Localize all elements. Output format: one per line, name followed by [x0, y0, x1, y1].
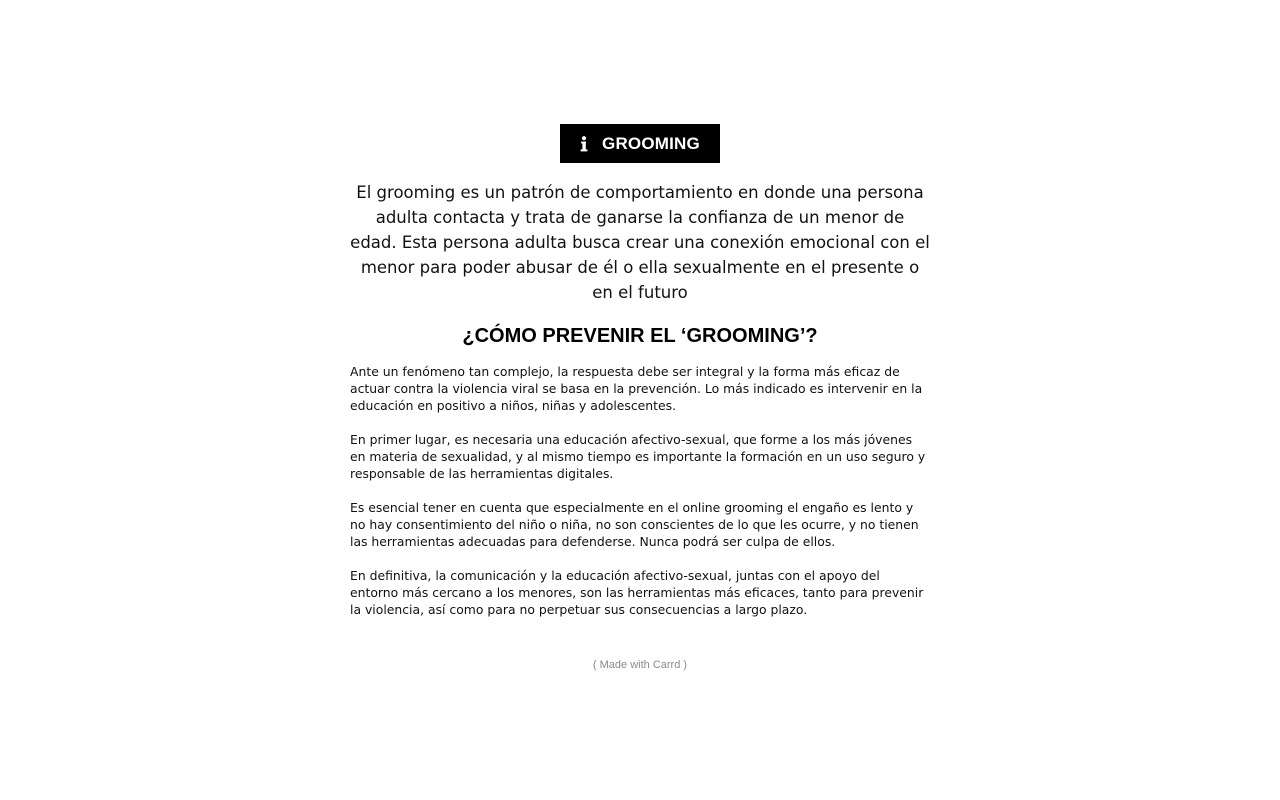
- body-paragraph: Ante un fenómeno tan complejo, la respuesta debe ser integral y la forma más eficaz de actuar contra la violencia viral se basa en la prevención. Lo más indicado es intervenir en la educación en positivo a niños, niñas y adolescentes.: [350, 364, 923, 413]
- made-with-carrd-link[interactable]: ( Made with Carrd ): [592, 659, 688, 671]
- content-column: [350, 124, 930, 671]
- body-paragraph: Es esencial tener en cuenta que especialmente en el online grooming el engaño es lento y no hay consentimiento del niño o niña, no son conscientes de lo que les ocurre, y no tienen las herramientas adecuadas para defenderse. Nunca podrá ser culpa de ellos.: [350, 500, 919, 549]
- intro-paragraph: El grooming es un patrón de comportamiento en donde una persona adulta contacta y trata de ganarse la confianza de un menor de edad. Esta persona adulta busca crear una conexión emocional con el menor para poder abusar de él o ella sexualmente en el presente o en el futuro: [350, 183, 930, 302]
- section-heading: ¿CÓMO PREVENIR EL ‘GROOMING’?: [462, 325, 818, 347]
- info-icon: [580, 136, 588, 152]
- grooming-badge-button[interactable]: [560, 124, 720, 163]
- body-text: [350, 363, 930, 635]
- badge-label: GROOMING: [602, 133, 700, 153]
- body-paragraph: En primer lugar, es necesaria una educación afectivo-sexual, que forme a los más jóvenes en materia de sexualidad, y al mismo tiempo es importante la formación en un uso seguro y responsable de las herramientas digitales.: [350, 432, 926, 481]
- body-paragraph: En definitiva, la comunicación y la educación afectivo-sexual, juntas con el apoyo del entorno más cercano a los menores, son las herramientas más eficaces, tanto para prevenir la violencia, así como para no perpetuar sus consecuencias a largo plazo.: [350, 568, 924, 617]
